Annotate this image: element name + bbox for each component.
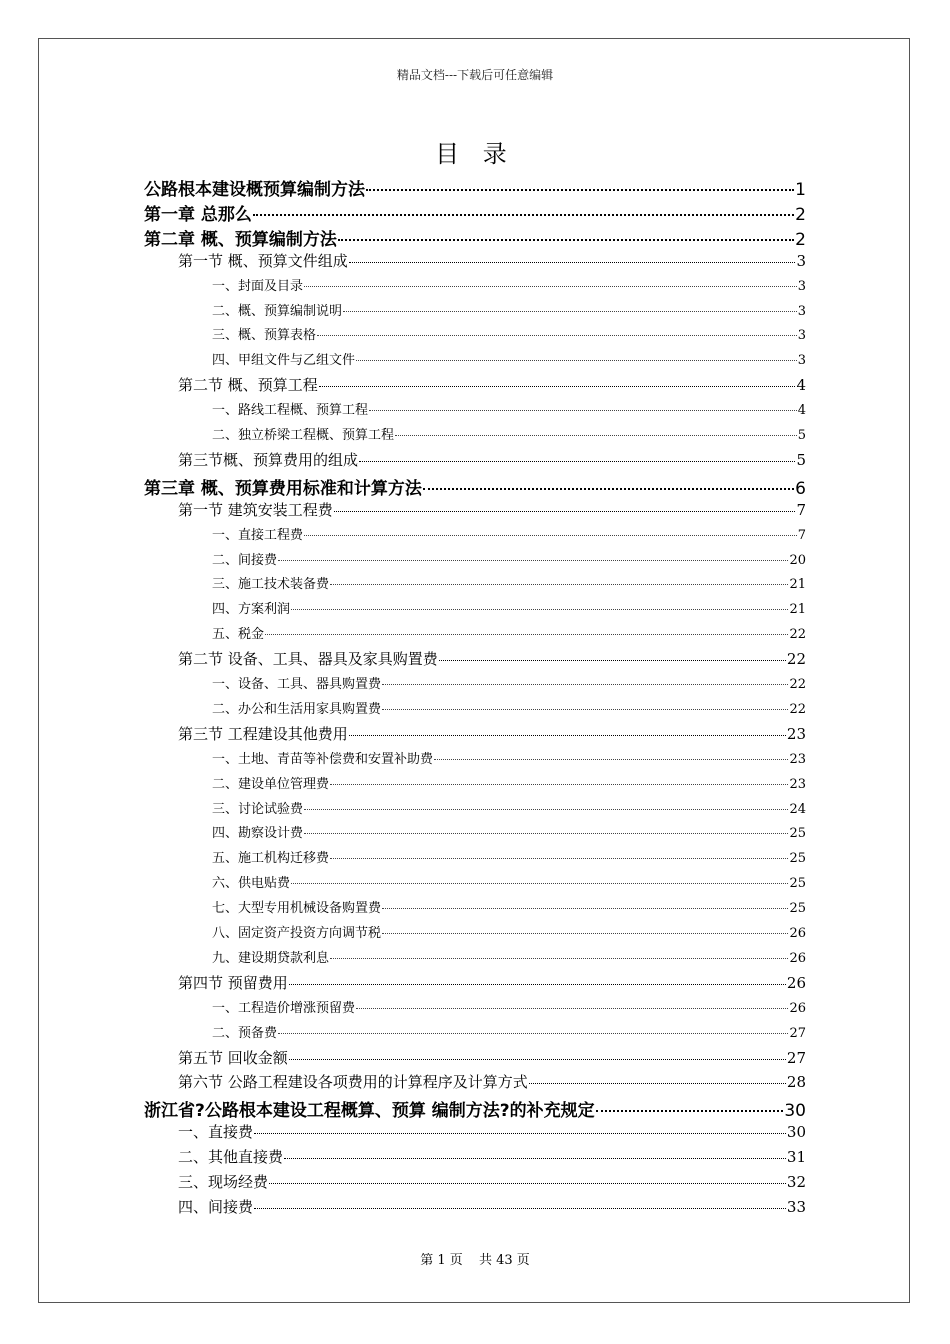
toc-dot-leader (278, 559, 788, 561)
toc-entry[interactable] (212, 673, 806, 692)
toc-entry-page-number: 22 (789, 627, 806, 643)
toc-entry-label: 第三节 工程建设其他费用 (178, 724, 348, 743)
toc-dot-leader (366, 188, 794, 191)
toc-entry[interactable] (212, 922, 806, 941)
toc-entry[interactable] (178, 648, 806, 669)
toc-entry-label: 六、供电贴费 (212, 876, 291, 892)
toc-entry-label: 四、甲组文件与乙组文件 (212, 353, 356, 369)
toc-entry-page-number: 26 (789, 950, 806, 966)
toc-dot-leader (338, 238, 794, 241)
toc-entry-label: 三、施工技术装备费 (212, 577, 330, 593)
toc-entry-page-number: 24 (789, 801, 806, 817)
toc-entry-label: 四、方案利润 (212, 602, 291, 618)
toc-dot-leader (289, 983, 786, 985)
toc-entry[interactable] (212, 897, 806, 916)
toc-dot-leader (304, 832, 788, 834)
toc-entry[interactable] (212, 847, 806, 866)
toc-entry-page-number: 3 (797, 278, 806, 294)
toc-dot-leader (382, 708, 788, 710)
toc-title: 目 录 (435, 140, 515, 168)
toc-entry[interactable] (212, 798, 806, 817)
toc-entry-page-number: 27 (786, 1048, 806, 1067)
toc-dot-leader (382, 932, 788, 934)
toc-dot-leader (269, 1182, 786, 1184)
toc-entry[interactable] (178, 972, 806, 993)
toc-dot-leader (330, 957, 788, 959)
toc-entry-label: 一、路线工程概、预算工程 (212, 403, 369, 419)
toc-entry-label: 九、建设期贷款利息 (212, 950, 330, 966)
toc-entry-page-number: 5 (797, 428, 806, 443)
toc-entry[interactable] (178, 499, 806, 520)
toc-entry-label: 二、独立桥梁工程概、预算工程 (212, 428, 395, 443)
toc-dot-leader (291, 882, 788, 884)
toc-entry-label: 二、建设单位管理费 (212, 776, 330, 792)
toc-entry-page-number: 22 (789, 701, 806, 717)
toc-entry[interactable] (178, 1146, 806, 1167)
toc-entry[interactable] (178, 250, 806, 271)
toc-entry[interactable] (212, 947, 806, 966)
toc-entry-page-number: 20 (789, 552, 806, 568)
toc-entry-label: 第二节 概、预算工程 (178, 376, 318, 395)
toc-entry-page-number: 23 (789, 751, 806, 767)
toc-entry-label: 四、勘察设计费 (212, 826, 304, 842)
toc-entry[interactable] (212, 399, 806, 418)
toc-dot-leader (356, 359, 797, 361)
toc-dot-leader (529, 1082, 786, 1084)
toc-entry-page-number: 30 (784, 1101, 806, 1122)
toc-entry-label: 第四节 预留费用 (178, 973, 288, 992)
toc-dot-leader (304, 534, 797, 536)
toc-dot-leader (304, 285, 797, 287)
toc-entry[interactable] (178, 1171, 806, 1192)
toc-entry-page-number: 2 (795, 204, 806, 225)
toc-entry-label: 第二章 概、预算编制方法 (144, 229, 337, 250)
toc-entry[interactable] (144, 225, 806, 250)
toc-entry[interactable] (212, 524, 806, 543)
toc-dot-leader (356, 1007, 788, 1009)
toc-entry[interactable] (178, 374, 806, 395)
toc-dot-leader (359, 460, 795, 462)
toc-dot-leader (330, 583, 788, 585)
toc-entry[interactable] (178, 1071, 806, 1092)
toc-entry-label: 一、土地、青苗等补偿费和安置补助费 (212, 751, 434, 767)
toc-entry-page-number: 3 (797, 328, 806, 344)
toc-entry[interactable] (212, 822, 806, 841)
toc-entry-label: 第六节 公路工程建设各项费用的计算程序及计算方式 (178, 1073, 528, 1092)
toc-entry-page-number: 1 (795, 180, 806, 200)
toc-entry-label: 一、直接工程费 (212, 527, 304, 543)
toc-dot-leader (284, 1157, 786, 1159)
toc-entry[interactable] (212, 773, 806, 792)
toc-dot-leader (254, 1207, 786, 1209)
toc-entry[interactable] (144, 200, 806, 225)
toc-dot-leader (253, 213, 794, 216)
toc-entry-label: 一、直接费 (178, 1123, 254, 1142)
toc-dot-leader (291, 608, 788, 610)
toc-entry-label: 二、其他直接费 (178, 1148, 284, 1167)
toc-entry[interactable] (212, 349, 806, 368)
toc-entry-label: 二、办公和生活用家具购置费 (212, 701, 382, 717)
page-footer (0, 1249, 950, 1268)
toc-entry-label: 第三章 概、预算费用标准和计算方法 (144, 478, 422, 499)
toc-dot-leader (289, 1058, 786, 1060)
toc-dot-leader (439, 659, 786, 661)
toc-entry[interactable] (212, 598, 806, 617)
toc-dot-leader (596, 1109, 784, 1112)
toc-dot-leader (423, 487, 794, 490)
toc-entry-page-number: 21 (789, 602, 806, 618)
toc-entry-page-number: 23 (786, 724, 806, 743)
toc-entry[interactable] (178, 723, 806, 744)
toc-entry-label: 五、税金 (212, 627, 265, 643)
toc-entry-label: 第一章 总那么 (144, 204, 252, 225)
toc-entry[interactable] (178, 1196, 806, 1217)
toc-entry-label: 七、大型专用机械设备购置费 (212, 901, 382, 917)
toc-dot-leader (382, 907, 788, 909)
toc-entry[interactable] (212, 748, 806, 767)
toc-entry-page-number: 27 (789, 1025, 806, 1041)
toc-entry[interactable] (178, 1121, 806, 1142)
toc-dot-leader (254, 1132, 786, 1134)
toc-dot-leader (319, 385, 796, 387)
toc-entry-label: 二、概、预算编制说明 (212, 303, 343, 319)
toc-dot-leader (334, 510, 796, 512)
toc-dot-leader (349, 261, 796, 263)
toc-entry[interactable] (212, 872, 806, 891)
toc-entry-page-number: 3 (796, 251, 806, 270)
toc-entry[interactable] (144, 474, 806, 499)
toc-entry-page-number: 7 (796, 500, 806, 519)
toc-entry[interactable] (178, 1047, 806, 1068)
toc-entry-page-number: 3 (797, 303, 806, 319)
toc-entry[interactable] (212, 424, 806, 443)
toc-dot-leader (434, 758, 788, 760)
toc-entry-label: 第五节 回收金额 (178, 1048, 288, 1067)
toc-entry[interactable] (212, 324, 806, 343)
toc-dot-leader (330, 857, 788, 859)
toc-entry[interactable] (212, 300, 806, 319)
toc-entry-page-number: 31 (786, 1148, 806, 1167)
toc-entry-page-number: 26 (786, 973, 806, 992)
toc-entry-label: 第一节 建筑安装工程费 (178, 500, 333, 519)
toc-entry-page-number: 21 (789, 577, 806, 593)
toc-entry[interactable] (144, 1096, 806, 1121)
toc-entry-page-number: 6 (795, 478, 806, 499)
toc-entry[interactable] (212, 573, 806, 592)
toc-dot-leader (265, 633, 788, 635)
page-number: 第 1 页 (420, 1253, 463, 1268)
toc-entry-page-number: 30 (786, 1123, 806, 1142)
toc-entry-page-number: 2 (795, 229, 806, 250)
toc-entry-page-number: 25 (789, 901, 806, 917)
toc-entry-page-number: 22 (789, 677, 806, 692)
toc-entry-label: 一、工程造价增涨预留费 (212, 1000, 356, 1016)
toc-entry[interactable] (212, 1022, 806, 1041)
toc-entry-label: 二、预备费 (212, 1025, 278, 1041)
toc-entry-page-number: 25 (789, 876, 806, 892)
toc-entry[interactable] (212, 698, 806, 717)
toc-entry-label: 公路根本建设概预算编制方法 (144, 180, 365, 200)
toc-entry-label: 三、概、预算表格 (212, 328, 317, 344)
toc-dot-leader (343, 310, 797, 312)
toc-entry-label: 第一节 概、预算文件组成 (178, 251, 348, 270)
toc-entry[interactable] (178, 449, 806, 470)
header-note: 精品文档---下载后可任意编辑 (396, 68, 554, 82)
toc-entry-label: 四、间接费 (178, 1197, 254, 1216)
toc-entry-page-number: 26 (789, 1000, 806, 1016)
toc-entry-label: 八、固定资产投资方向调节税 (212, 926, 382, 941)
toc-entry-page-number: 5 (796, 450, 806, 469)
toc-entry-page-number: 25 (789, 826, 806, 842)
toc-dot-leader (382, 683, 788, 685)
toc-entry-page-number: 4 (797, 403, 806, 419)
toc-entry[interactable] (212, 549, 806, 568)
toc-entry-page-number: 23 (789, 776, 806, 792)
toc-dot-leader (369, 409, 797, 411)
toc-entry-label: 二、间接费 (212, 552, 278, 568)
toc-entry-label: 一、封面及目录 (212, 278, 304, 294)
toc-entry-label: 三、现场经费 (178, 1173, 269, 1191)
toc-entry-page-number: 33 (786, 1197, 806, 1216)
toc-entry-label: 浙江省?公路根本建设工程概算、预算 编制方法?的补充规定 (144, 1101, 595, 1122)
toc-dot-leader (304, 808, 788, 810)
toc-dot-leader (395, 434, 797, 436)
toc-entry[interactable] (212, 997, 806, 1016)
toc-dot-leader (349, 734, 786, 736)
toc-dot-leader (317, 334, 797, 336)
toc-entry-label: 三、讨论试验费 (212, 801, 304, 817)
toc-entry-label: 一、设备、工具、器具购置费 (212, 677, 382, 692)
toc-entry[interactable] (212, 275, 806, 294)
toc-entry-page-number: 32 (786, 1173, 806, 1191)
toc-entry-page-number: 25 (789, 851, 806, 867)
toc-entry[interactable] (212, 623, 806, 642)
toc-dot-leader (330, 783, 788, 785)
toc-entry[interactable] (144, 175, 806, 200)
toc-entry-label: 第三节概、预算费用的组成 (178, 450, 359, 469)
toc-dot-leader (278, 1032, 788, 1034)
toc-entry-page-number: 28 (786, 1073, 806, 1092)
page-total: 共 43 页 (478, 1253, 530, 1268)
toc-entry-label: 第二节 设备、工具、器具及家具购置费 (178, 650, 438, 669)
toc-entry-label: 五、施工机构迁移费 (212, 851, 330, 867)
toc-entry-page-number: 22 (786, 650, 806, 669)
toc-entry-page-number: 26 (789, 926, 806, 941)
toc-entry-page-number: 7 (797, 527, 806, 543)
toc-entry-page-number: 4 (796, 376, 806, 395)
toc-entry-page-number: 3 (797, 353, 806, 369)
